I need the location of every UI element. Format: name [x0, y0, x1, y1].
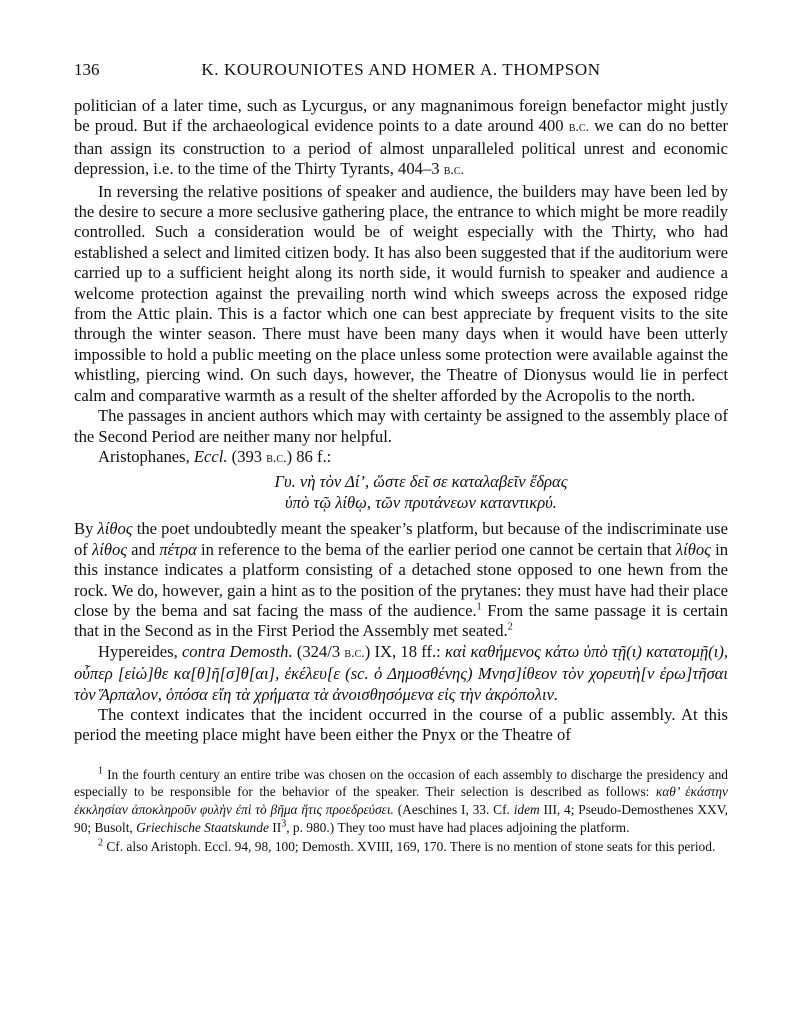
paragraph-5: The context indicates that the incident occurred in the course of a public assembly. At this period the meeting place might have been either the Pnyx or the Theatre of	[74, 704, 728, 745]
era-abbrev: b.c.	[443, 163, 465, 179]
greek-term: λίθος	[675, 539, 711, 559]
quote-line: ὑπὸ τῷ λίθῳ, τῶν πρυτάνεων καταντικρύ.	[285, 493, 557, 513]
text-span: , p. 980.) They too must have had places adjoining the platform.	[286, 819, 630, 835]
text-span: By	[74, 519, 98, 539]
paragraph-2: In reversing the relative positions of speaker and audience, the builders may have been led by the desire to secure a more seclusive gathering place, the entrance to which might be more readily controlled. Such a consideration would be of weight especially with the Thirty, who had established a select and limited citizen body. It has also been suggested that if the auditorium were carried up to a sufficient height along its north side, it would furnish to speaker and audience a welcome protection against the prevailing north wind which sweeps across the exposed ridge from the Attic plain. This is a factor which one can best appreciate by frequent visits to the site through the winter season. There must have been many days when it would have been utterly impossible to hold a public meeting on the place unless some protection were available against the whistling, piercing wind. On such days, however, the Theatre of Dionysus would lie in perfect calm and comparative warmth as a result of the shelter afforded by the Acropolis to the north.	[74, 181, 728, 405]
page-number: 136	[74, 60, 100, 79]
reference-aristophanes	[74, 447, 728, 469]
era-abbrev: b.c.	[266, 450, 287, 466]
footnote-2	[74, 838, 728, 856]
text-span: III, 4; Pseudo-Demosthenes XXV, 90; Busolt,	[74, 801, 728, 835]
greek-term: πέτρα	[159, 539, 197, 559]
reference-hypereides	[74, 642, 728, 705]
greek-term: λίθος	[97, 519, 133, 539]
text-span: and	[127, 539, 160, 559]
footnote-ref-2[interactable]: 2	[507, 621, 513, 633]
greek-term: λίθος	[92, 539, 127, 559]
abbrev: sc.	[350, 664, 369, 684]
text-span: Aristophanes,	[98, 446, 194, 466]
text-span: In the fourth century an entire tribe was chosen on the occasion of each assembly to discharge the presidency and especially to be responsible for the behavior of the speaker. Their selection is described as follows:	[74, 766, 728, 800]
latin-term: idem	[513, 801, 540, 817]
work-title: Eccl.	[193, 446, 228, 466]
footnote-1	[74, 766, 728, 836]
greek-text: καθ’ ἑκάστην ἐκκλησίαν ἀποκληροῦν φυλὴν ἐπὶ τὸ βῆμα ἥτις προεδρεύσει.	[74, 784, 728, 817]
text-span: Hypereides,	[98, 641, 182, 661]
text-span: ) 86 f.:	[286, 446, 332, 466]
text-span: in this instance indicates a platform consisting of a detached stone opposed to one hewn from the rock. We do, however, gain a hint as to the position of the prytanes: they must have had their place close by the bema and sat facing the mass of the audience.	[74, 539, 728, 620]
paragraph-4	[74, 519, 728, 641]
edition-sup: 3	[281, 818, 287, 830]
era-abbrev: b.c.	[568, 120, 590, 136]
text-span: Cf. also Aristoph. Eccl. 94, 98, 100; Demosth. XVIII, 169, 170. There is no mention of stone seats for this period.	[103, 839, 716, 855]
page-header	[74, 58, 728, 86]
document-page	[74, 58, 728, 858]
text-span: politician of a later time, such as Lycurgus, or any magnanimous foreign benefactor might justly be proud. But if the archaeological evidence points to a date around 400	[74, 96, 728, 136]
text-span: (393	[227, 446, 267, 466]
text-span: (Aeschines I, 33. Cf.	[393, 801, 514, 817]
work-title: contra Demosth.	[181, 641, 293, 661]
book-title: Griechische Staatskunde	[136, 819, 269, 835]
greek-text: καὶ καθήμενος κάτω ὑπὸ τῇ(ι) κατατομῇ(ι), οὗπερ [εἰώ]θε κα[θ]ῆ[σ]θ[αι], ἐκέλευ[ε (	[74, 641, 728, 684]
footnotes	[74, 766, 728, 856]
era-abbrev: b.c.	[344, 645, 365, 661]
greek-quotation	[114, 471, 728, 513]
footnote-ref-1[interactable]: 1	[476, 601, 482, 613]
text-span: ) IX, 18 ff.:	[364, 641, 445, 661]
paragraph-3: The passages in ancient authors which may with certainty be assigned to the assembly place of the Second Period are neither many nor helpful.	[74, 406, 728, 446]
greek-text: ὁ Δημοσθένης) Μνησ]ίθεον τὸν χορευτὴ[ν ἐρω]τῆσαι τὸν Ἅρπαλον, ὁπόσα εἴη τὰ χρήματα τὰ ἀνοισθησόμενα εἰς τὴν ἀκρόπολιν.	[74, 664, 728, 704]
text-span: (324/3	[292, 641, 345, 661]
quote-line: Γυ. νὴ τὸν Δί’, ὥστε δεῖ σε καταλαβεῖν ἕδρας	[274, 472, 568, 492]
footnote-mark: 2	[98, 837, 103, 849]
text-span: in reference to the bema of the earlier period one cannot be certain that	[196, 539, 676, 559]
body-text	[74, 96, 728, 746]
text-span: From the same passage it is certain that in the Second as in the First Period the Assembly met seated.	[74, 600, 729, 641]
running-title: K. KOUROUNIOTES AND HOMER A. THOMPSON	[201, 60, 601, 79]
paragraph-1	[74, 96, 728, 182]
text-span: II	[268, 819, 282, 835]
text-span: the poet undoubtedly meant the speaker’s platform, but because of the indiscriminate use of	[74, 519, 728, 559]
text-span: we can do no better than assign its construction to a period of almost unparalleled political unrest and economic depression, i.e. to the time of the Thirty Tyrants, 404–3	[74, 116, 728, 179]
footnote-mark: 1	[98, 765, 103, 777]
